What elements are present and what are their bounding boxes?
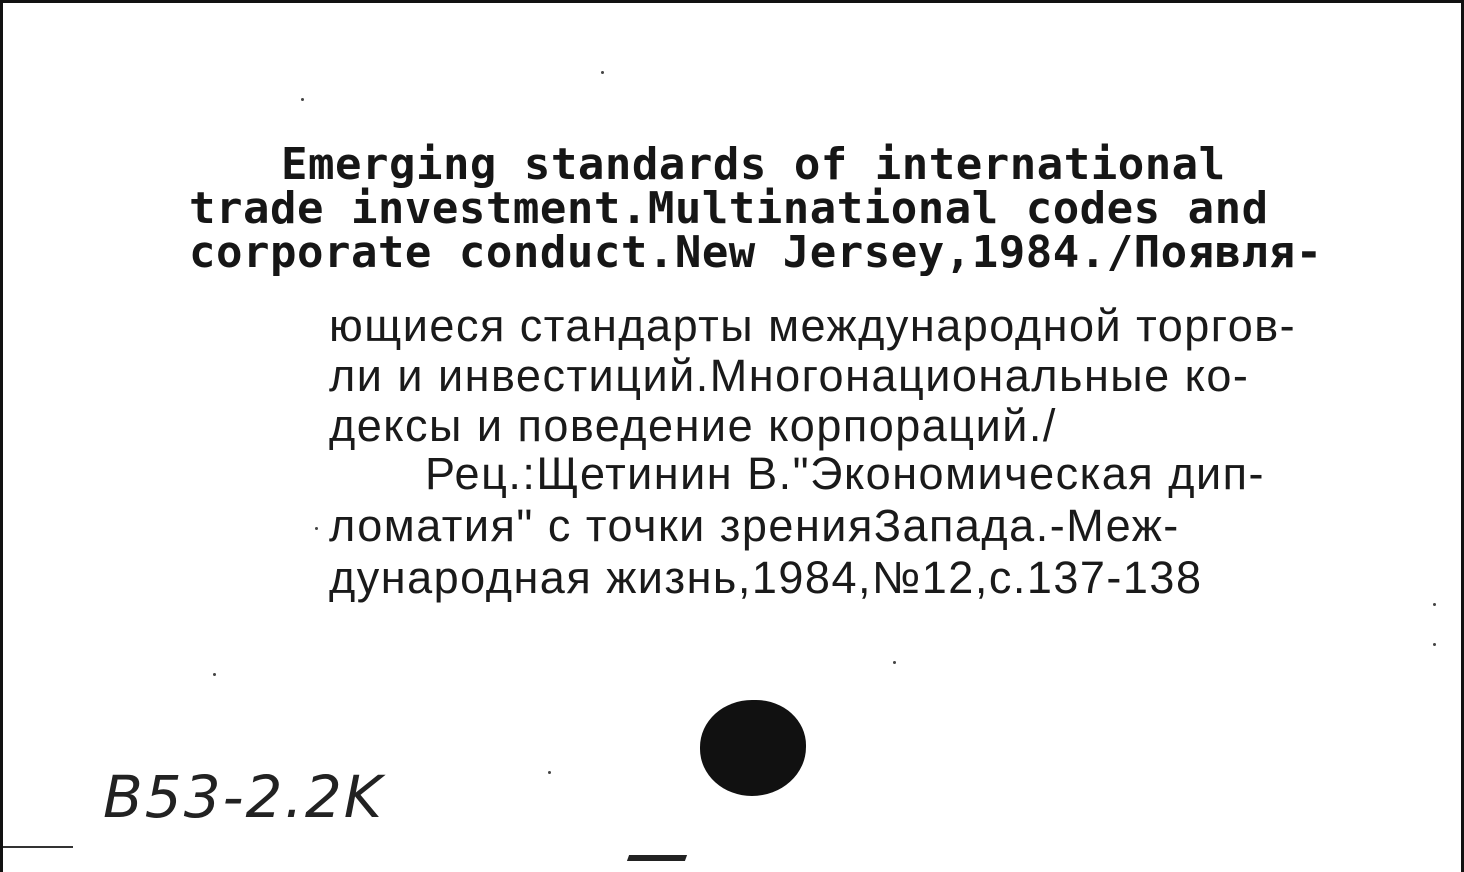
speck bbox=[893, 661, 896, 664]
ink-mark bbox=[627, 855, 687, 861]
review-line-3: дународная жизнь,1984,№12,с.137-138 bbox=[329, 552, 1203, 603]
speck bbox=[213, 673, 216, 676]
title-line-2: trade investment.Multinational codes and bbox=[189, 183, 1269, 234]
review-line-2: ломатия" с точки зренияЗапада.-Меж- bbox=[329, 500, 1180, 551]
speck bbox=[1433, 603, 1436, 606]
title-line-3: corporate conduct.New Jersey,1984./Появля- bbox=[189, 227, 1323, 278]
speck bbox=[601, 71, 604, 74]
annotation-line-1: ющиеся стандарты международной торгов- bbox=[329, 300, 1297, 351]
annotation-line-3: дексы и поведение корпораций./ bbox=[329, 400, 1057, 451]
review-line-1: Рец.:Щетинин В."Экономическая дип- bbox=[425, 448, 1265, 499]
title-line-1: Emerging standards of international bbox=[281, 139, 1226, 190]
punch-hole bbox=[700, 700, 806, 796]
speck bbox=[301, 98, 304, 101]
speck bbox=[548, 771, 551, 774]
speck bbox=[1433, 643, 1436, 646]
call-number-handwritten: B53-2.2K bbox=[103, 763, 384, 831]
edge-mark bbox=[3, 846, 73, 848]
speck bbox=[315, 527, 318, 530]
annotation-line-2: ли и инвестиций.Многонациональные ко- bbox=[329, 350, 1250, 401]
